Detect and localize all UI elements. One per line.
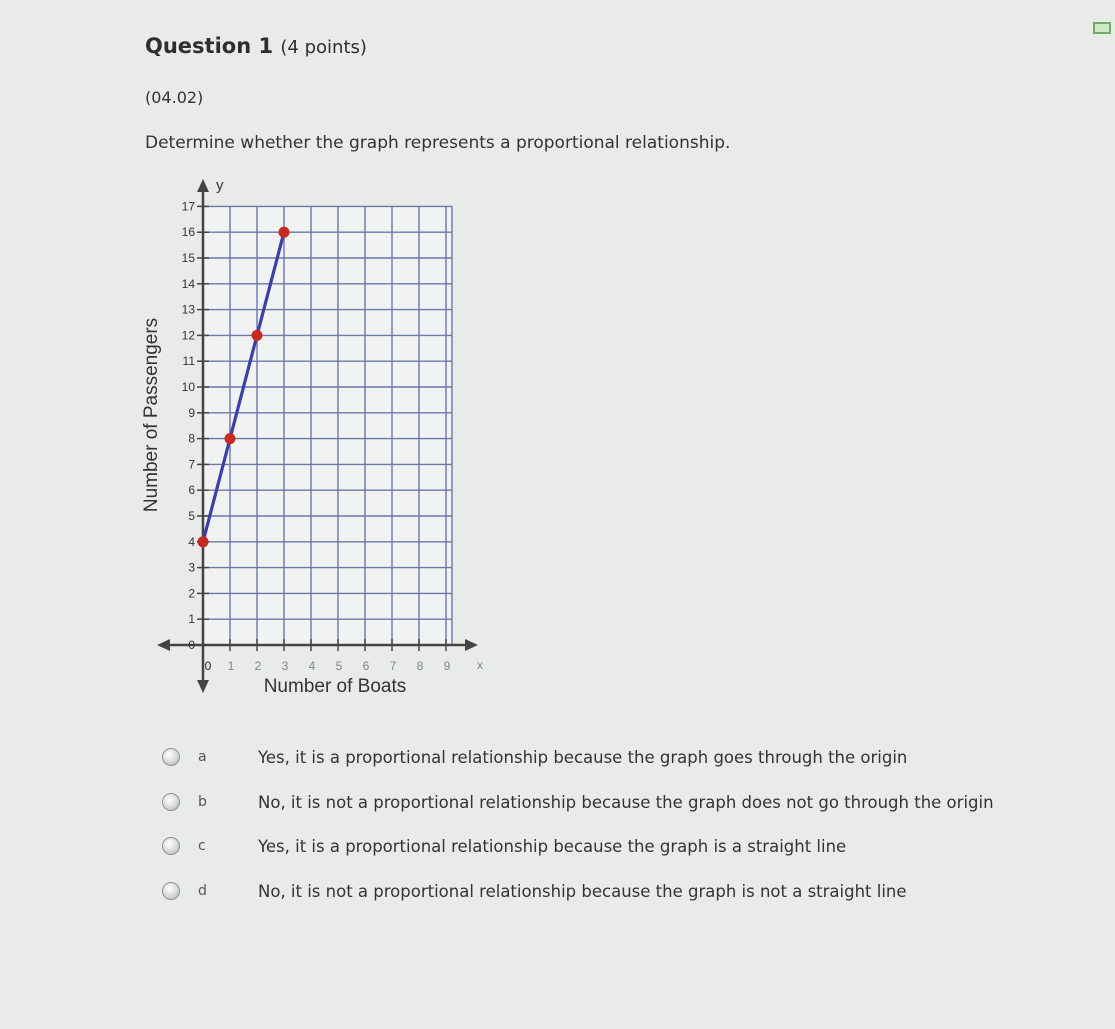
flag-icon xyxy=(1093,22,1111,34)
question-number: Question 1 xyxy=(145,34,274,58)
plot-area xyxy=(203,206,452,645)
x-tick-label: 4 xyxy=(308,659,316,673)
x-axis-letter: x xyxy=(477,658,483,672)
y-tick-label: 9 xyxy=(188,405,195,420)
x-tick-label: 8 xyxy=(416,659,424,673)
y-axis-arrow-up xyxy=(197,179,209,192)
y-tick-label: 17 xyxy=(181,199,195,214)
option-a[interactable] xyxy=(162,743,1082,771)
data-point xyxy=(252,330,263,341)
question-title xyxy=(145,34,367,58)
y-tick-label: 11 xyxy=(182,354,195,369)
option-d[interactable] xyxy=(162,877,1082,905)
y-tick-label: 16 xyxy=(181,225,195,240)
y-tick-label: 13 xyxy=(181,302,195,317)
option-letter: c xyxy=(198,838,206,854)
x-tick-label: 7 xyxy=(389,659,397,673)
data-point xyxy=(225,433,236,444)
radio-icon[interactable] xyxy=(162,748,180,766)
x-axis-arrow-right xyxy=(465,639,478,651)
y-tick-label: 8 xyxy=(188,431,195,446)
y-tick-label: 10 xyxy=(181,380,195,394)
y-tick-label: 1 xyxy=(188,612,195,627)
radio-icon[interactable] xyxy=(162,837,180,855)
x-tick-label: 5 xyxy=(335,659,343,673)
question-code: (04.02) xyxy=(145,88,204,107)
option-letter: b xyxy=(198,794,207,810)
option-letter: d xyxy=(198,883,207,899)
radio-icon[interactable] xyxy=(162,882,180,900)
data-point xyxy=(279,227,290,238)
y-tick-label: 5 xyxy=(188,509,195,523)
x-tick-label: 0 xyxy=(204,659,212,673)
x-tick-label: 2 xyxy=(254,659,262,673)
x-tick-label: 6 xyxy=(362,659,370,673)
x-axis-title: Number of Boats xyxy=(263,676,407,697)
y-axis-title: Number of Passengers xyxy=(141,317,162,513)
question-prompt: Determine whether the graph represents a proportional relationship. xyxy=(145,133,731,153)
radio-icon[interactable] xyxy=(162,793,180,811)
x-tick-label: 3 xyxy=(281,659,289,673)
y-tick-label: 2 xyxy=(188,586,195,601)
y-tick-label: 0 xyxy=(188,638,195,652)
y-tick-label: 14 xyxy=(181,276,195,291)
option-text: No, it is not a proportional relationship because the graph is not a straight line xyxy=(258,881,907,901)
x-tick-label: 9 xyxy=(443,659,451,673)
option-text: Yes, it is a proportional relationship because the graph goes through the origin xyxy=(258,747,908,767)
y-tick-label: 3 xyxy=(188,560,195,575)
question-points: (4 points) xyxy=(280,37,367,58)
y-tick-label: 15 xyxy=(181,251,195,265)
series-line xyxy=(203,232,284,542)
x-axis-arrow-left xyxy=(157,639,170,651)
y-tick-label: 4 xyxy=(188,534,195,549)
y-tick-label: 7 xyxy=(188,457,195,472)
option-b[interactable] xyxy=(162,788,1082,816)
x-tick-label: 1 xyxy=(227,659,235,673)
option-text: Yes, it is a proportional relationship because the graph is a straight line xyxy=(258,836,847,856)
option-letter: a xyxy=(198,749,207,765)
option-c[interactable] xyxy=(162,832,1082,860)
option-text: No, it is not a proportional relationship because the graph does not go through the origin xyxy=(258,792,994,812)
y-axis-arrow-down xyxy=(197,680,209,693)
y-tick-label: 6 xyxy=(188,483,195,498)
y-axis-letter: y xyxy=(216,177,224,194)
y-tick-label: 12 xyxy=(181,328,195,343)
data-point xyxy=(198,536,209,547)
